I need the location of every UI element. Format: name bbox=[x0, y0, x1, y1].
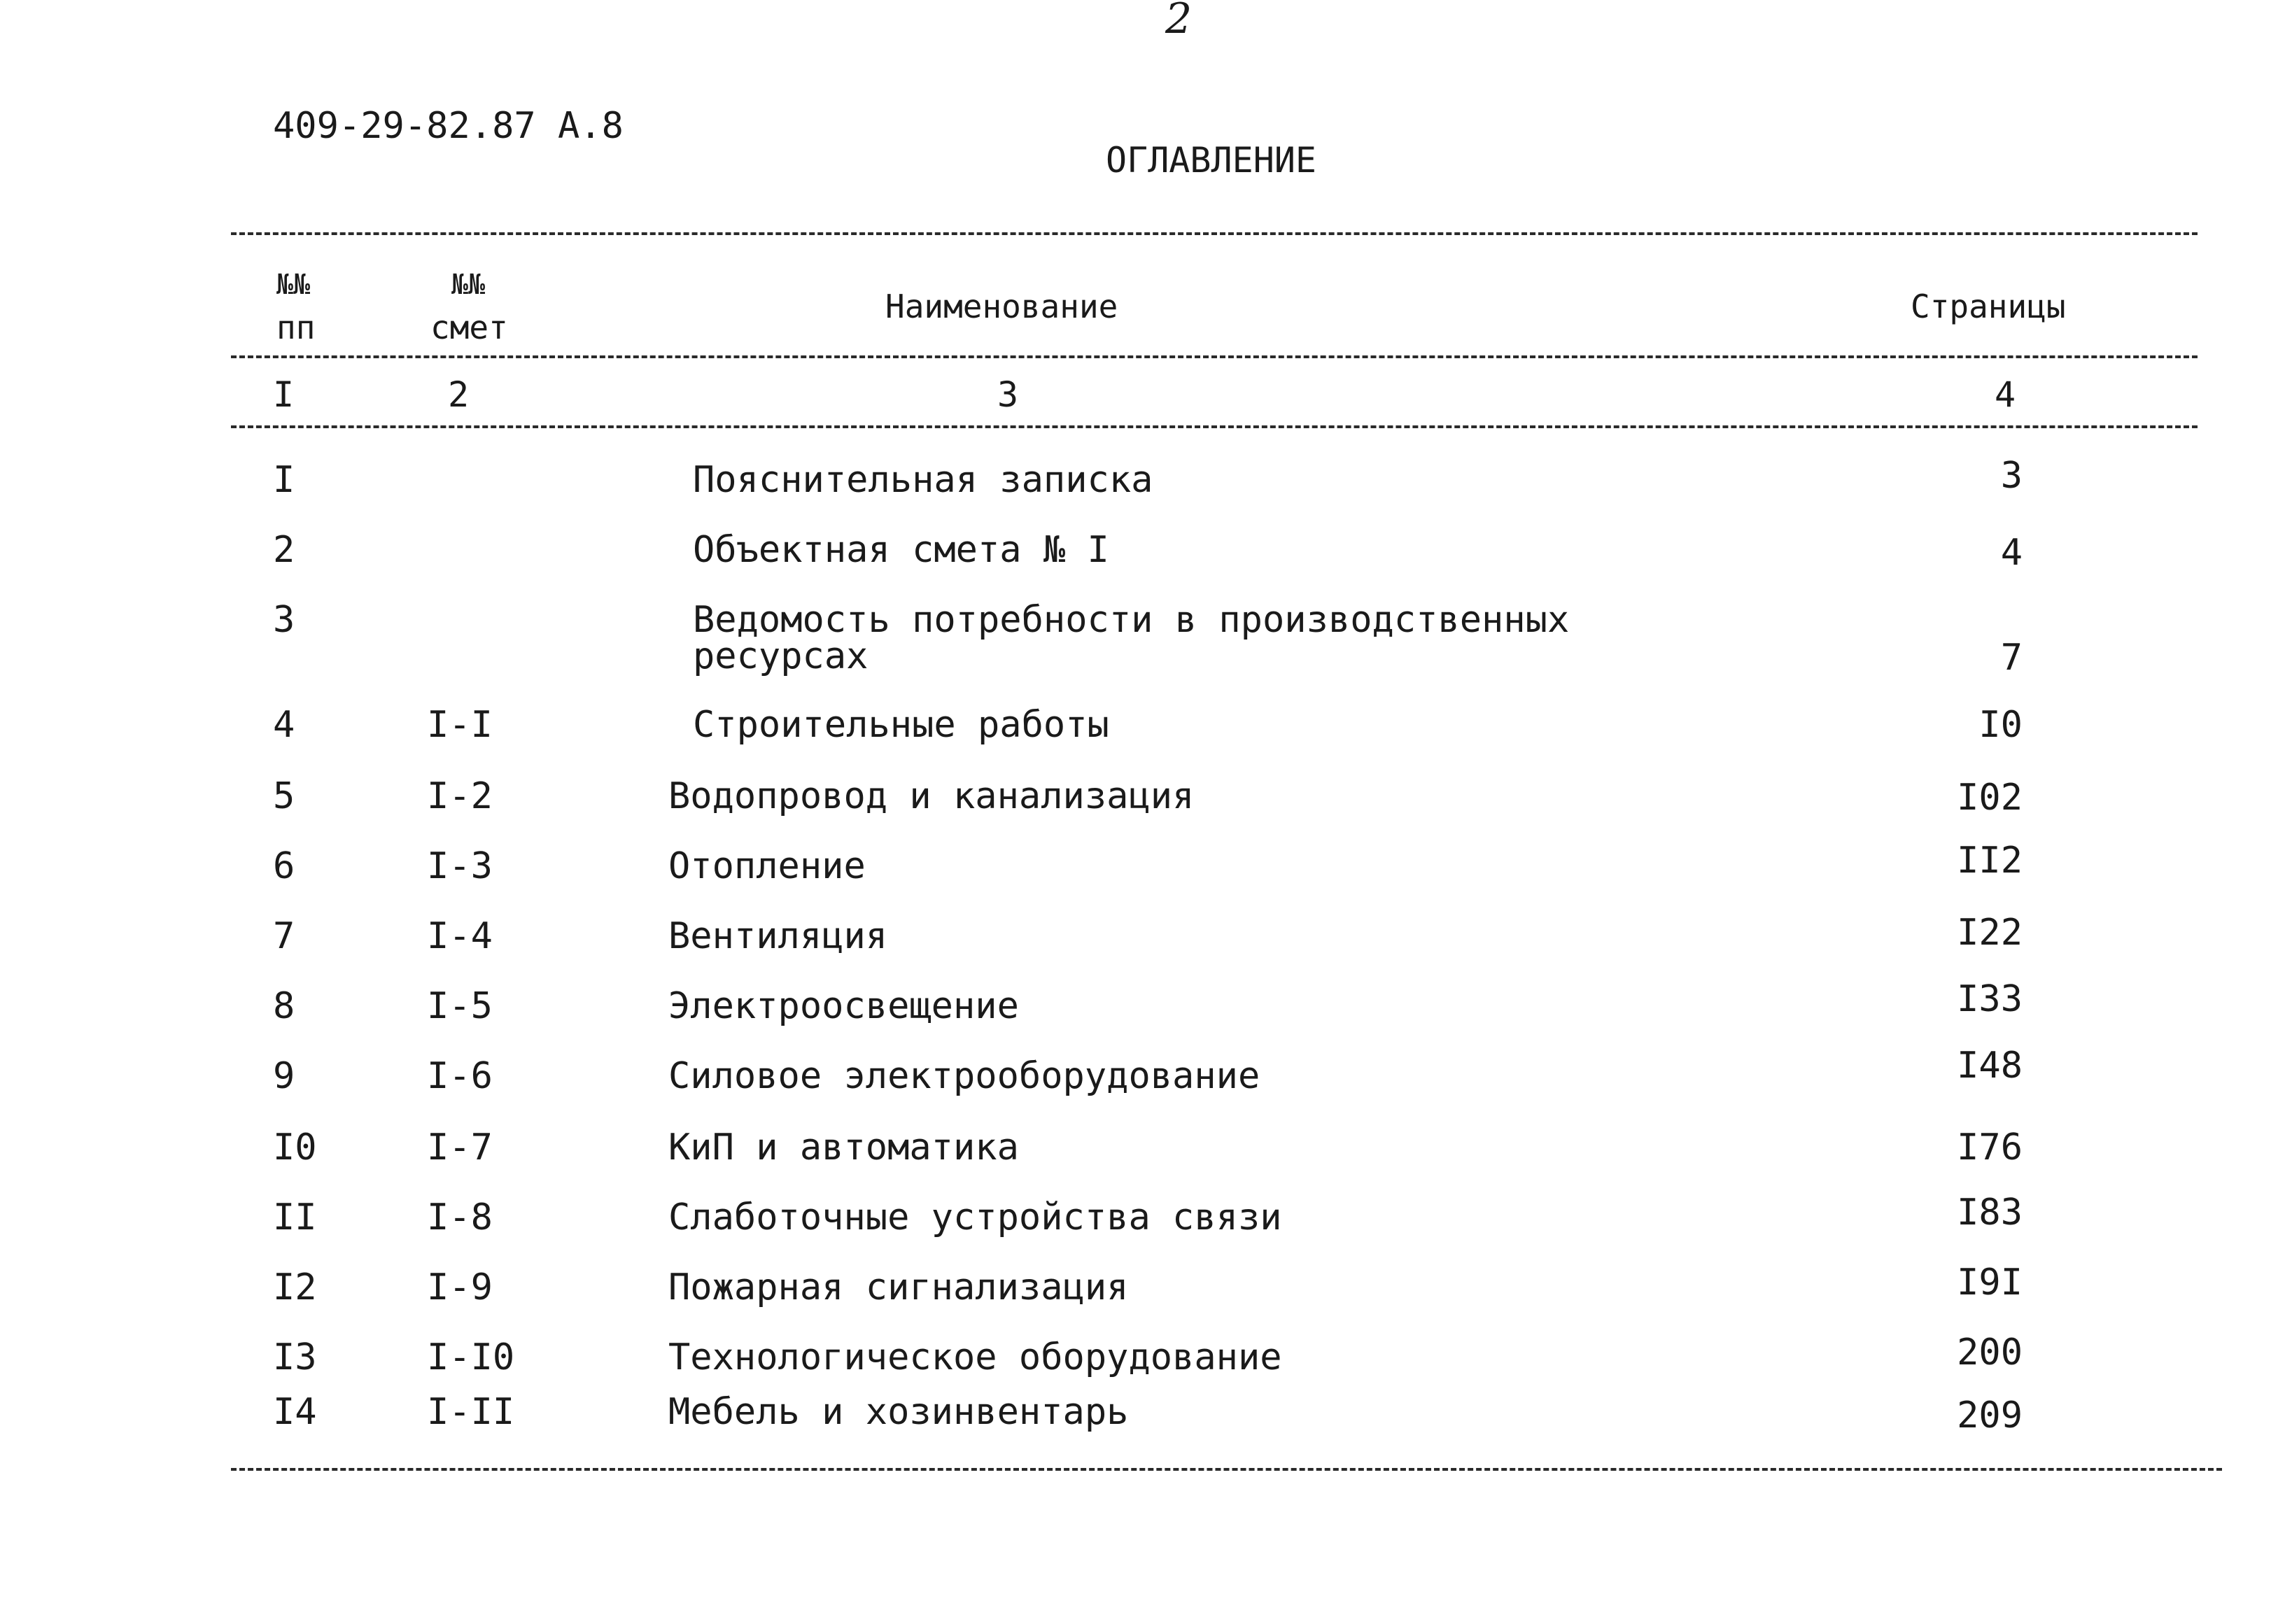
row-name: КиП и автоматика bbox=[668, 1127, 1019, 1168]
row-number: I bbox=[273, 459, 295, 501]
row-number: 9 bbox=[273, 1055, 295, 1097]
row-name-continued: ресурсах bbox=[693, 635, 869, 677]
row-number: I3 bbox=[273, 1336, 317, 1378]
row-number: I4 bbox=[273, 1391, 317, 1433]
row-number: 2 bbox=[273, 529, 295, 571]
row-page: I02 bbox=[1957, 777, 2023, 819]
row-page: I33 bbox=[1957, 978, 2023, 1020]
row-page: 3 bbox=[2000, 455, 2023, 497]
header-col1-line1: №№ bbox=[276, 269, 311, 301]
row-page: 7 bbox=[2000, 637, 2023, 679]
row-estimate: I-7 bbox=[427, 1127, 493, 1168]
row-estimate: I-I0 bbox=[427, 1336, 515, 1378]
row-page: I9I bbox=[1957, 1262, 2023, 1304]
row-name: Силовое электрооборудование bbox=[668, 1055, 1260, 1097]
header-col1-line2: пп bbox=[276, 309, 316, 346]
row-number: I2 bbox=[273, 1266, 317, 1308]
column-number-4: 4 bbox=[1995, 374, 2016, 415]
row-page: 209 bbox=[1957, 1394, 2023, 1436]
row-number: I0 bbox=[273, 1127, 317, 1168]
row-name: Мебель и хозинвентарь bbox=[668, 1391, 1129, 1433]
page-title: ОГЛАВЛЕНИЕ bbox=[1106, 140, 1317, 181]
page-number: 2 bbox=[1165, 0, 1193, 43]
row-name: Технологическое оборудование bbox=[668, 1336, 1282, 1378]
row-name: Пожарная сигнализация bbox=[668, 1266, 1129, 1308]
row-page: 200 bbox=[1957, 1332, 2023, 1374]
row-estimate: I-3 bbox=[427, 845, 493, 887]
row-name: Слаботочные устройства связи bbox=[668, 1196, 1282, 1238]
row-number: II bbox=[273, 1196, 317, 1238]
row-page: II2 bbox=[1957, 840, 2023, 882]
header-col3: Наименование bbox=[885, 288, 1118, 325]
row-page: I22 bbox=[1957, 912, 2023, 954]
row-estimate: I-9 bbox=[427, 1266, 493, 1308]
row-estimate: I-I bbox=[427, 704, 493, 746]
row-name: Пояснительная записка bbox=[693, 459, 1153, 501]
table-bottom-rule bbox=[231, 1468, 2222, 1471]
row-estimate: I-8 bbox=[427, 1196, 493, 1238]
header-col2-line1: №№ bbox=[451, 269, 486, 301]
row-name: Электроосвещение bbox=[668, 985, 1019, 1027]
row-page: I76 bbox=[1957, 1127, 2023, 1168]
row-name: Водопровод и канализация bbox=[668, 775, 1195, 817]
row-page: I83 bbox=[1957, 1192, 2023, 1234]
row-name: Объектная смета № I bbox=[693, 529, 1109, 571]
row-number: 6 bbox=[273, 845, 295, 887]
column-number-3: 3 bbox=[997, 374, 1019, 415]
row-number: 3 bbox=[273, 599, 295, 641]
table-top-rule bbox=[231, 232, 2198, 235]
document-code: 409-29-82.87 А.8 bbox=[273, 105, 624, 147]
row-estimate: I-2 bbox=[427, 775, 493, 817]
row-number: 7 bbox=[273, 915, 295, 957]
row-estimate: I-6 bbox=[427, 1055, 493, 1097]
row-number: 4 bbox=[273, 704, 295, 746]
row-page: I48 bbox=[1957, 1045, 2023, 1087]
column-number-2: 2 bbox=[448, 374, 470, 415]
header-col2-line2: смет bbox=[430, 309, 508, 346]
column-number-1: I bbox=[273, 374, 295, 415]
row-name: Ведомость потребности в производственных bbox=[693, 599, 1570, 641]
column-numbers-rule bbox=[231, 425, 2198, 428]
row-estimate: I-4 bbox=[427, 915, 493, 957]
header-rule bbox=[231, 355, 2198, 358]
row-number: 8 bbox=[273, 985, 295, 1027]
row-estimate: I-II bbox=[427, 1391, 515, 1433]
row-name: Вентиляция bbox=[668, 915, 888, 957]
header-col4: Страницы bbox=[1911, 288, 2066, 325]
row-name: Отопление bbox=[668, 845, 866, 887]
row-page: 4 bbox=[2000, 532, 2023, 574]
row-estimate: I-5 bbox=[427, 985, 493, 1027]
row-name: Строительные работы bbox=[693, 704, 1109, 746]
row-page: I0 bbox=[1978, 704, 2023, 746]
row-number: 5 bbox=[273, 775, 295, 817]
